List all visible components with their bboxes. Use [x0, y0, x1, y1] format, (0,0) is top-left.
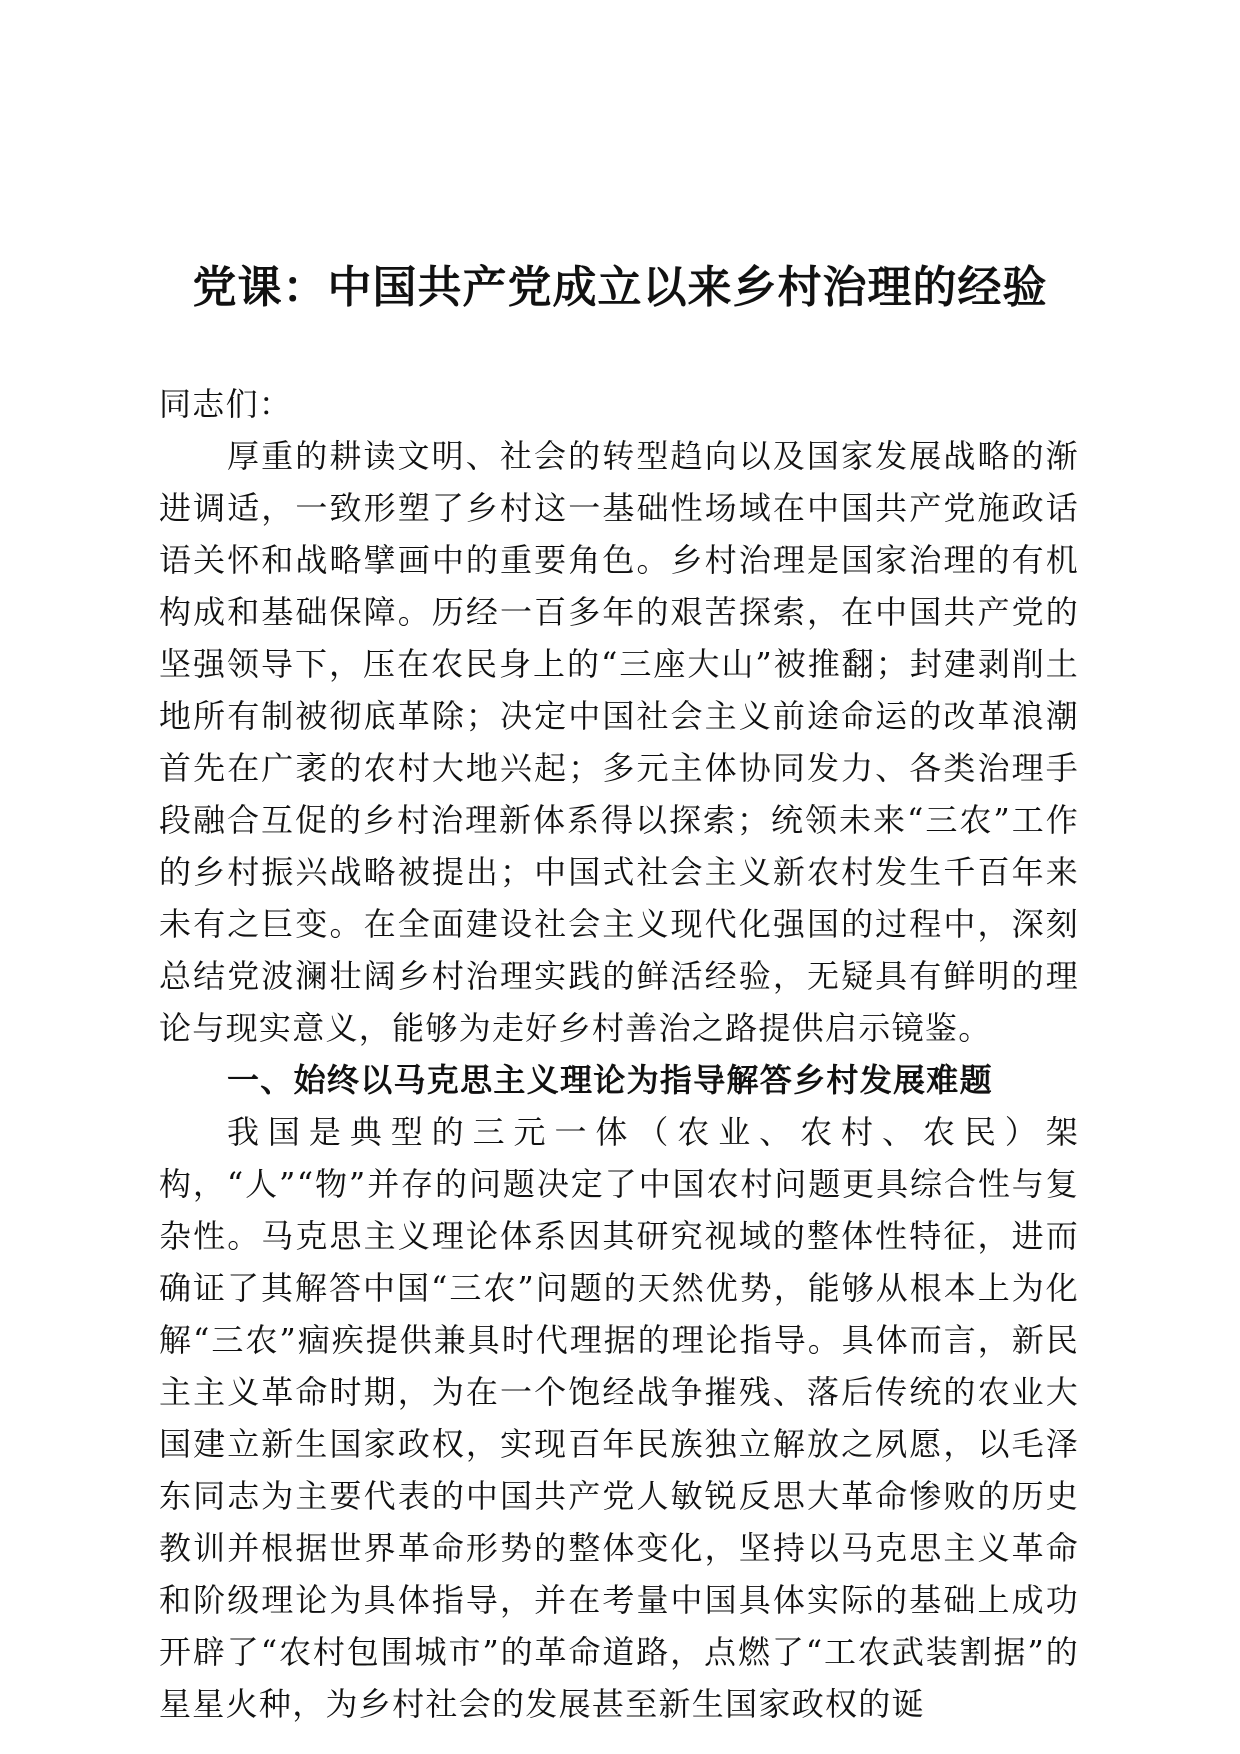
- section-heading-1: 一、始终以马克思主义理论为指导解答乡村发展难题: [227, 1061, 993, 1099]
- intro-paragraph: 厚重的耕读文明、社会的转型趋向以及国家发展战略的渐进调适，一致形塑了乡村这一基础性场域在中国共产党施政话语关怀和战略擘画中的重要角色。乡村治理是国家治理的有机构成和基础保障。历经一百多年的艰苦探索，在中国共产党的坚强领导下，压在农民身上的“三座大山”被推翻；封建剥削土地所有制被彻底革除；决定中国社会主义前途命运的改革浪潮首先在广袤的农村大地兴起；多元主体协同发力、各类治理手段融合互促的乡村治理新体系得以探索；统领未来“三农”工作的乡村振兴战略被提出；中国式社会主义新农村发生千百年来未有之巨变。在全面建设社会主义现代化强国的过程中，深刻总结党波澜壮阔乡村治理实践的鲜活经验，无疑具有鲜明的理论与现实意义，能够为走好乡村善治之路提供启示镜鉴。: [159, 437, 1079, 1047]
- document-title: 党课：中国共产党成立以来乡村治理的经验: [192, 262, 1048, 313]
- document-body: [159, 378, 1079, 1730]
- salutation: 同志们：: [159, 385, 293, 423]
- section-1-paragraph: 我国是典型的三元一体（农业、农村、农民）架构，“人”“物”并存的问题决定了中国农村问题更具综合性与复杂性。马克思主义理论体系因其研究视域的整体性特征，进而确证了其解答中国“三农”问题的天然优势，能够从根本上为化解“三农”痼疾提供兼具时代理据的理论指导。具体而言，新民主主义革命时期，为在一个饱经战争摧残、落后传统的农业大国建立新生国家政权，实现百年民族独立解放之夙愿，以毛泽东同志为主要代表的中国共产党人敏锐反思大革命惨败的历史教训并根据世界革命形势的整体变化，坚持以马克思主义革命和阶级理论为具体指导，并在考量中国具体实际的基础上成功开辟了“农村包围城市”的革命道路，点燃了“工农武装割据”的星星火种，为乡村社会的发展甚至新生国家政权的诞: [159, 1113, 1079, 1723]
